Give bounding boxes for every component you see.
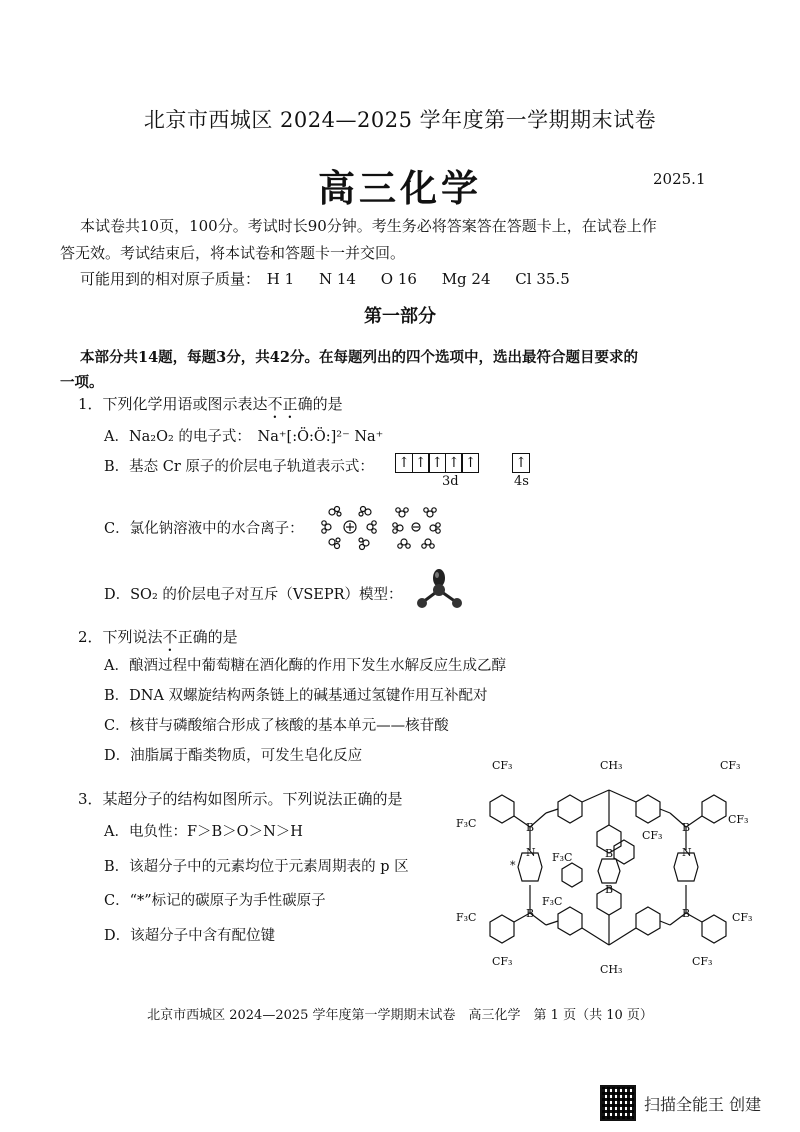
label-n-1: N [526,846,536,859]
supramolecule-structure [452,755,772,980]
label-b-2: B [682,821,691,834]
label-b-4: B [682,907,691,920]
q3-option-d: D．该超分子中含有配位键 [104,928,276,944]
instructions-line-2: 答无效。考试结束后，将本试卷和答题卡一并交回。 [60,244,406,262]
exam-date: 2025.1 [653,170,706,188]
orbital-3d-label: 3d [442,474,459,489]
catechol-ring-3 [558,907,582,935]
catechol-ring-4 [636,907,660,935]
atomic-mass-o: O 16 [380,270,417,288]
q1-stem-before: 1．下列化学用语或图示表达 [78,395,268,413]
q1-option-c-label: C．氯化钠溶液中的水合离子： [104,521,304,537]
ligand-atom [417,598,427,608]
label-n-2: N [682,846,692,859]
label-b-1: B [526,821,535,834]
ligand-atom [452,598,462,608]
label-star: * [510,859,516,872]
catechol-ring-1 [558,795,582,823]
q3-option-c: C．“*”标记的碳原子为手性碳原子 [104,893,326,909]
subject-title: 高三化学 [318,166,482,210]
label-cf3-4: CF₃ [732,911,753,924]
part1-intro-line-1: 本部分共14题，每题3分，共42分。在每题列出的四个选项中，选出最符合题目要求的 [80,349,638,366]
label-cf3-5: CF₃ [492,955,513,968]
atomic-mass-line [80,266,570,292]
orbital-box-3d-2: ↑ [412,453,430,473]
q1-option-b-label: B．基态 Cr 原子的价层电子轨道表示式： [104,459,374,475]
part1-intro-line-2: 一项。 [60,374,104,391]
orbital-box-4s: ↑ [512,453,530,473]
q2-option-b: B．DNA 双螺旋结构两条链上的碱基通过氢键作用互补配对 [104,688,488,704]
orbital-4s [512,452,529,472]
q3-option-a: A．电负性：F＞B＞O＞N＞H [104,824,303,840]
q2-stem-after: 正确的是 [177,628,238,646]
q1-stem-after: 确的是 [297,395,343,413]
part1-title: 第一部分 [364,306,436,327]
atomic-mass-n: N 14 [318,270,356,288]
q2-option-c: C．核苷与磷酸缩合形成了核酸的基本单元——核苷酸 [104,718,449,734]
catechol-ring-2 [636,795,660,823]
label-f3c-2: F₃C [456,911,477,924]
orbital-box-3d-3: ↑ [428,453,446,473]
vsepr-model [414,568,464,612]
q1-option-d-label: D．SO₂ 的价层电子对互斥（VSEPR）模型： [104,587,403,603]
atomic-mass-mg: Mg 24 [441,270,491,288]
orbital-box-3d-4: ↑ [445,453,463,473]
q2-stem-emphasis: 不 [162,628,178,646]
q1-option-a-formula: Na⁺[:Ö:Ö:]²⁻ Na⁺ [257,429,384,445]
orbital-box-3d-5: ↑ [461,453,479,473]
q1-stem-emphasis: 不正 [267,395,298,413]
q2-stem [78,626,238,655]
aryl-ring-inner-2 [562,863,582,887]
atomic-mass-label: 可能用到的相对原子质量： [80,270,261,288]
instructions-line-1: 本试卷共10页，100分。考试时长90分钟。考生务必将答案答在答题卡上，在试卷上作 [80,217,657,235]
q1-option-a [104,425,383,446]
aryl-ring-bottom-right [702,915,726,943]
label-f3c-1: F₃C [456,817,477,830]
label-b-5: B [605,847,614,860]
q1-stem [78,393,343,422]
qr-code-icon [600,1085,636,1121]
q2-option-a: A．酿酒过程中葡萄糖在酒化酶的作用下发生水解反应生成乙醇 [104,658,506,674]
page-footer: 北京市西城区 2024—2025 学年度第一学期期末试卷 高三化学 第 1 页（共 10 页） [147,1008,653,1023]
orbital-box-3d-1: ↑ [395,453,413,473]
label-cf3-7: CF₃ [642,829,663,842]
hydrated-cation [322,507,376,550]
orbital-4s-label: 4s [514,474,529,489]
q2-stem-before: 2．下列说法 [78,628,163,646]
label-cf3-1: CF₃ [492,759,513,772]
orbital-3d [395,452,478,472]
label-cf3-2: CF₃ [720,759,741,772]
atomic-mass-cl: Cl 35.5 [515,270,570,288]
central-atom [433,584,445,596]
exam-title: 北京市西城区 2024—2025 学年度第一学期期末试卷 [143,108,657,132]
q3-stem: 3．某超分子的结构如图所示。下列说法正确的是 [78,790,403,808]
q3-option-b: B．该超分子中的元素均位于元素周期表的 p 区 [104,859,409,875]
scanner-watermark: 扫描全能王 创建 [644,1095,762,1114]
label-cf3-3: CF₃ [728,813,749,826]
q2-option-d: D．油脂属于酯类物质，可发生皂化反应 [104,748,363,764]
hydrated-ions-diagram [318,500,448,556]
aryl-ring-bottom-left [490,915,514,943]
atomic-mass-h: H 1 [266,270,295,288]
label-ch3-top: CH₃ [600,759,623,772]
dabco-center [598,859,620,883]
hydrated-anion [393,508,440,548]
label-b-6: B [605,883,614,896]
label-b-3: B [526,907,535,920]
label-f3c-3: F₃C [542,895,563,908]
label-cf3-8: F₃C [552,851,573,864]
label-cf3-6: CF₃ [692,955,713,968]
aryl-ring-top-left [490,795,514,823]
label-ch3-bottom: CH₃ [600,963,623,976]
q1-option-a-label: A．Na₂O₂ 的电子式： [104,429,251,445]
aryl-ring-top-right [702,795,726,823]
